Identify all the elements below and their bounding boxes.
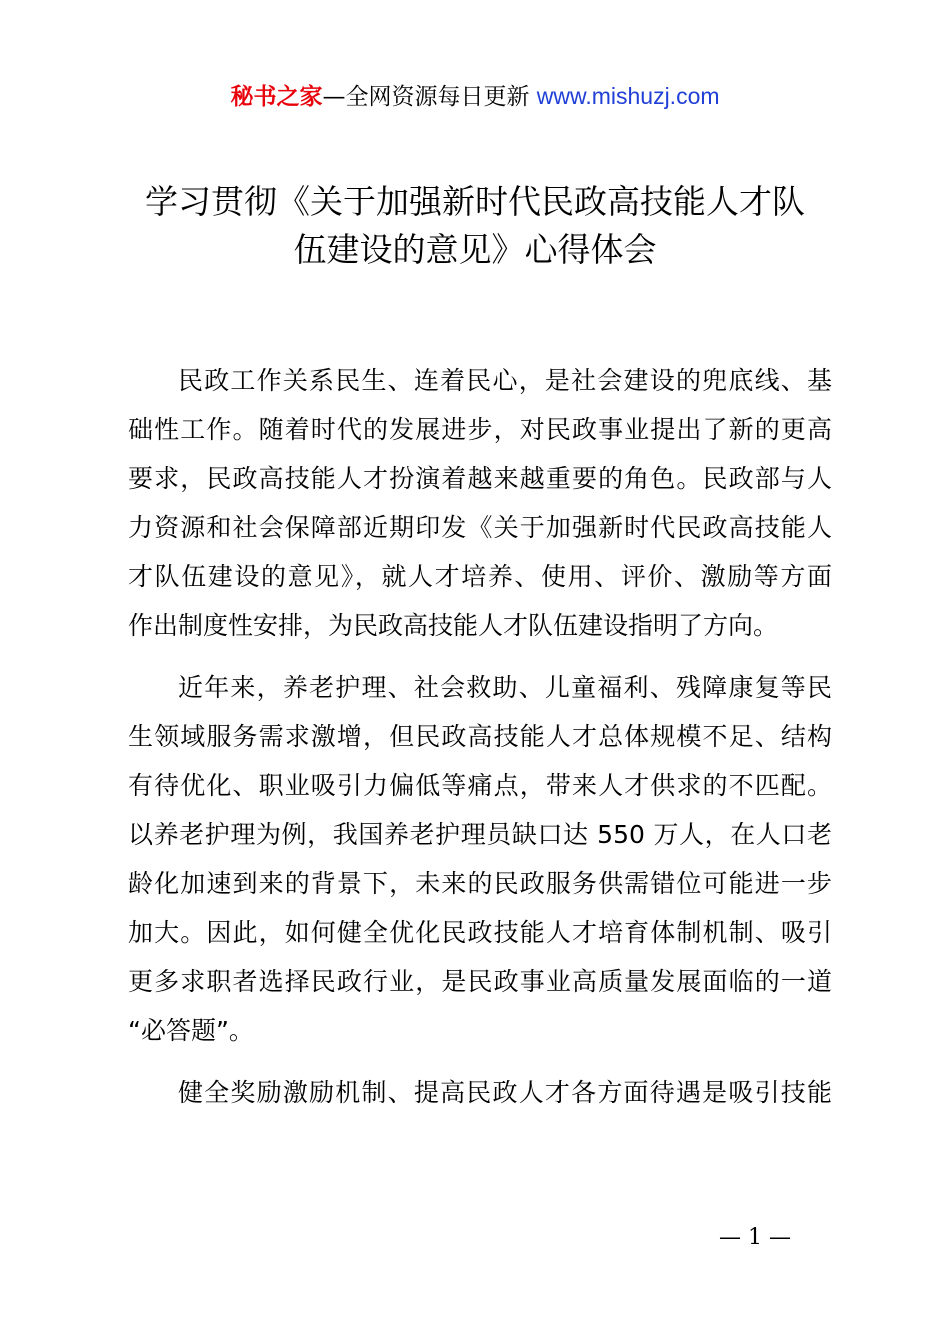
paragraph-line: 作出制度性安排，为民政高技能人才队伍建设指明了方向。 <box>128 611 779 640</box>
title-line-2: 伍建设的意见》心得体会 <box>293 230 657 269</box>
paragraph-line: “必答题”。 <box>128 1016 254 1045</box>
paragraph-line: 要求，民政高技能人才扮演着越来越重要的角色。民政部与人 <box>128 464 832 493</box>
document-title <box>100 178 850 274</box>
paragraph-line: 健全奖励激励机制、提高民政人才各方面待遇是吸引技能 <box>178 1078 832 1107</box>
paragraph-line: 民政工作关系民生、连着民心，是社会建设的兜底线、基 <box>178 366 832 395</box>
paragraph-2 <box>128 663 832 1055</box>
page-number: — 1 — <box>719 1225 791 1250</box>
paragraph-line: 更多求职者选择民政行业，是民政事业高质量发展面临的一道 <box>128 967 832 996</box>
title-line-1: 学习贯彻《关于加强新时代民政高技能人才队 <box>145 182 805 221</box>
brand-name: 秘书之家 <box>230 84 323 110</box>
paragraph-line: 加大。因此，如何健全优化民政技能人才培育体制机制、吸引 <box>128 918 832 947</box>
paragraph-1 <box>128 356 832 650</box>
paragraph-line: 力资源和社会保障部近期印发《关于加强新时代民政高技能人 <box>128 513 832 542</box>
site-url-link[interactable]: www.mishuzj.com <box>536 83 720 109</box>
document-body <box>128 356 832 1130</box>
paragraph-line: 才队伍建设的意见》，就人才培养、使用、评价、激励等方面 <box>128 562 832 591</box>
header-tagline: —全网资源每日更新 <box>322 84 530 110</box>
paragraph-line: 生领域服务需求激增，但民政高技能人才总体规模不足、结构 <box>128 722 832 751</box>
paragraph-3 <box>128 1068 832 1117</box>
paragraph-line: 龄化加速到来的背景下，未来的民政服务供需错位可能进一步 <box>128 869 832 898</box>
paragraph-line: 以养老护理为例，我国养老护理员缺口达 550 万人，在人口老 <box>128 820 832 849</box>
paragraph-line: 有待优化、职业吸引力偏低等痛点，带来人才供求的不匹配。 <box>128 771 832 800</box>
site-header <box>0 78 950 115</box>
paragraph-line: 础性工作。随着时代的发展进步，对民政事业提出了新的更高 <box>128 415 832 444</box>
paragraph-line: 近年来，养老护理、社会救助、儿童福利、残障康复等民 <box>178 673 832 702</box>
